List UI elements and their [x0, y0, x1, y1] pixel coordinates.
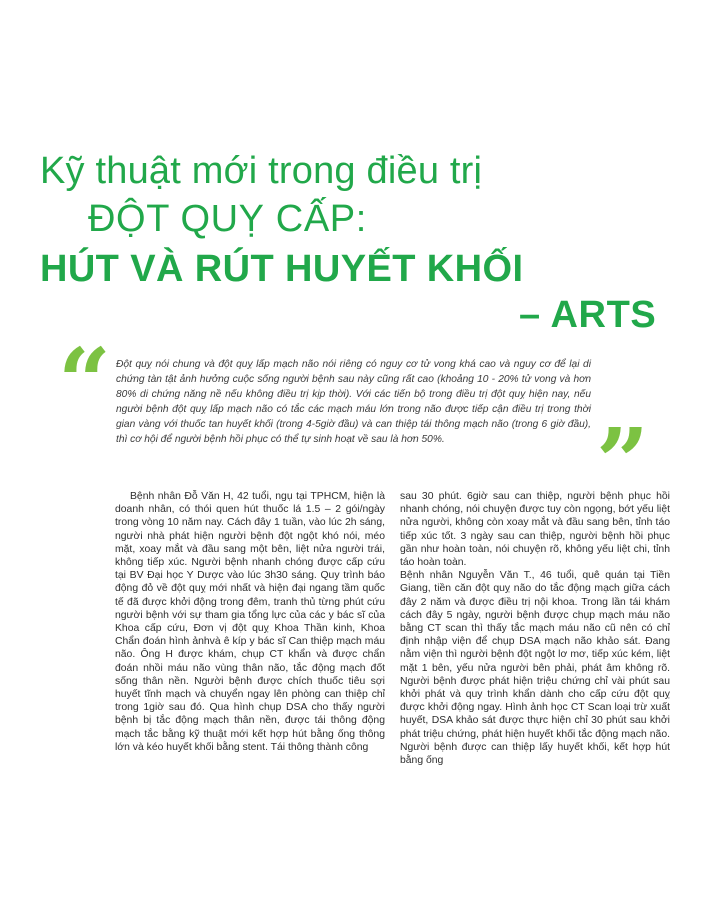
lead-quote-text: Đột quỵ nói chung và đột quỵ lấp mạch não nói riêng có nguy cơ tử vong khá cao và nguy cơ để lại di chứng tàn tật ảnh hưởng cuộc sống người bệnh sau này cũng rất cao (khoảng 10 - 20% tử vong và hơn 80% di chứng năng nề nếu không điều trị kịp thời). Với các tiến bộ trong điều trị đột quỵ hiện nay, nếu người bệnh đột quỵ lấp mạch não có tắc các mạch máu lớn trong não được tiếp cận điều trị trong thời gian vàng với thuốc tan huyết khối (trong 4-5giờ đầu) và can thiệp tái thông mạch não (trong 6 giờ đầu), thì cơ hội để người bệnh hồi phục có thể tự sinh hoạt về sau là hơn 50%.	[116, 359, 591, 446]
title-line-3: HÚT VÀ RÚT HUYẾT KHỐI	[40, 248, 524, 290]
title-line-4: – ARTS	[519, 294, 657, 336]
title-line-1: Kỹ thuật mới trong điều trị	[40, 150, 483, 192]
body-column-left	[115, 490, 385, 754]
open-quote-icon: “	[58, 328, 111, 436]
close-quote-icon: ”	[596, 408, 649, 516]
body-paragraph: Bệnh nhân Đỗ Văn H, 42 tuổi, ngụ tại TPHCM, hiện là doanh nhân, có thói quen hút thuốc lá 1.5 – 2 gói/ngày trong vòng 10 năm nay. Cách đây 1 tuần, vào lúc 2h sáng, người nhà phát hiện người bệnh đột ngột khó nói, méo mặt, xoay mắt và đầu sang một bên, liệt nửa người trái, không tiếp xúc. Người bệnh nhanh chóng được cấp cứu tại BV Đại học Y Dược vào lúc 3h30 sáng. Quy trình báo động đỏ về đột quỵ mới nhất và hiện đại ngang tầm quốc tế đã được khởi động trong đêm, tranh thủ từng phút cứu người bệnh với sự tham gia tổng lực của các y bác sĩ của Khoa cấp cứu, Đơn vị đột quỵ Khoa Thần kinh, Khoa Chẩn đoán hình ảnhvà ê kíp y bác sĩ Can thiệp mạch máu não. Ông H được khám, chụp CT khẩn và được chẩn đoán nhồi máu não vùng thân não, tắc động mạch đốt sống thân nền. Người bệnh được chích thuốc tiêu sợi huyết tĩnh mạch và chuyển ngay lên phòng can thiệp chỉ trong 1giờ sau đó. Qua hình chụp DSA cho thấy người bệnh bị tắc động mạch thân nền, được tái thông động mạch tắc bằng kỹ thuật mới kết hợp hút bằng ống thông lớn và kéo huyết khối bằng stent. Tái thông thành công	[115, 491, 385, 753]
body-column-right	[400, 490, 670, 767]
body-paragraph: sau 30 phút. 6giờ sau can thiệp, người bệnh phục hồi nhanh chóng, nói chuyện được tuy còn ngọng, bớt yếu liệt nửa người, không còn xoay mắt và đầu sang bên, tỉnh táo tiếp xúc tốt. 3 ngày sau can thiệp, người bệnh hồi phục gần như hoàn toàn, nói chuyện rõ, không yếu liệt chi, tỉnh táo hoàn toàn.	[400, 491, 670, 569]
title-line-2: ĐỘT QUỴ CẤP:	[88, 198, 367, 240]
body-paragraph: Bệnh nhân Nguyễn Văn T., 46 tuổi, quê quán tại Tiền Giang, tiền căn đột quỵ não do tắc động mạch giữa cách đây 2 năm và được điều trị nội khoa. Trong lần tái khám cách đây 5 ngày, người bệnh được chụp mạch máu não bằng CT scan thì thấy tắc mạch máu não cũ nên có chỉ định nhập viện để chụp DSA mạch não khảo sát. Đang nằm viện thì người bệnh đột ngột lơ mơ, tiếp xúc kém, liệt mặt 1 bên, yếu nửa người bên phải, phát âm không rõ. Người bệnh được phát hiện triệu chứng chỉ vài phút sau khởi phát và quy trình khẩn dành cho cấp cứu đột quỵ được khởi động ngay. Hình ảnh học CT Scan loại trừ xuất huyết, DSA khảo sát được thực hiện chỉ 30 phút sau khởi phát triệu chứng, phát hiện huyết khối tắc động mạch não. Người bệnh được can thiệp lấy huyết khối, kết hợp hút bằng ống	[400, 570, 670, 767]
